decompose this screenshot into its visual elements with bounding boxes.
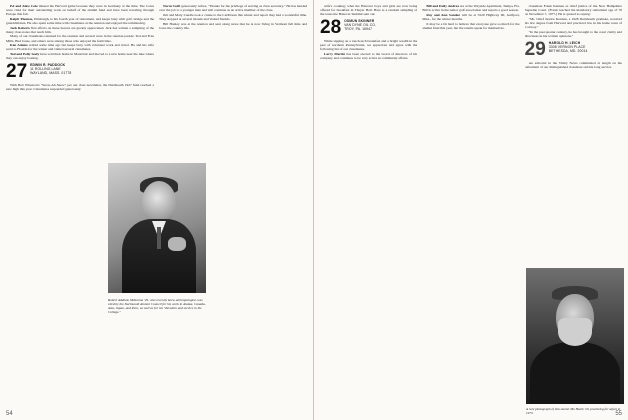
right-page [314,0,628,420]
paragraph: Bill Hanley was at the reunion and sent along news that he is now living in Vermont full time and loves the country life. [159,21,307,30]
class-1928-header [320,17,417,39]
page-number: 54 [6,411,13,417]
secretary-address-line-2: BETHESDA, MD. 20014 [548,48,588,53]
secretary-address-line-2: WAYLAND, MASS. 01778 [30,71,72,76]
paragraph: With Bob Wheaton's "Snow-Ab-Snow" per our class newsletter, the Dartmouth 1927 fund reached a new high this year. Classmates responded generously. [6,83,154,92]
photo-caption: Robert Addison McKenna '29, who recently knew anthropologist, was cited by the Dartmouth Alumni Council for his work in Alaska, Canada, Asia, Japan, and Peru, as well as for his "devotion and service to the College." [108,298,206,314]
secretary-name: EDWIN R. PADDOCK [30,63,66,68]
paragraph: Jack Roberts first efforts on these honors are greatly appreciated. Jack has written a sampling of the many class notes that reach him. [6,25,154,34]
photo-mo-heath [526,268,624,404]
class-year-number: 29 [524,38,546,60]
secretary-address-line-1: 3308 VERNON PLACE [548,44,586,49]
paragraph: It may be a bit hard to believe that everyone gave so much for the alumni fund this year, but the results speak for themselves. [422,21,520,30]
secretary-address-line-1: VAN DYNE OIL CO. [344,23,377,28]
class-secretary-info [30,63,71,75]
paragraph: Ted and Polly Seely have sold their home in Montclair and moved to a new home near the lake where they can enjoy boating. [6,52,154,61]
right-column-2 [422,4,519,406]
photo-caption: A rare photograph of lion-hunter Mo Heath '29, practicing for safari in 1973. [526,407,621,415]
paragraph: Norm Swift generously writes, "Thanks for the privilege of serving as class secretary." He has handed over the job to a younger man and will continue as an active member of the class. [159,4,307,13]
page-number: 55 [615,411,622,417]
class-secretary-info [549,41,588,53]
paragraph: Jim and Mary Caudle took a cruise to the Caribbean this winter and report they had a wonderful time. They stopped at several islands and visited friends. [159,12,307,21]
paragraph: "In the past quarter century, he has brought to the court clarity and directness in his written opinions." [524,29,622,38]
secretary-address-line-1: 11 ROLLING LANE [30,67,61,72]
paragraph: An editorial in the Valley News commented at length on the retirement of our distinguished classmate and his long service. [524,60,622,70]
class-year-number: 27 [6,61,28,83]
paragraph: wife's cooking; what the Hanover boys and girls are now being offered for breakfast in Thayer Hall. Here is a random sampling of the notes the Hanover Summit sent out. [320,4,418,17]
paragraph: Ed and Alice Cole missed the Harvard game because they were in Germany at the time. The Coles were cited for their outstanding work on behalf of the alumni fund and have been traveling through Europe this fall. [6,4,154,17]
secretary-name: HAROLD H. LEICH [548,40,581,45]
photo-robert-mckenna [108,163,206,293]
paragraph: "Mr. Chief Justice Kennan, a 1928 Dartmouth graduate, received his law degree from Harvard and practiced law in his home town of Conway." [524,16,622,30]
paragraph: classmate Frank Kennan as chief justice of the New Hampshire Supreme Court. (Frank reached the mandatory retirement age of 70 on November 7, 1977.) He is quoted as saying: [524,4,622,17]
class-1927-header [6,61,154,83]
paragraph: Ray and Ann Sandoz will be at 5520 Highway 90, Gulfport, Miss., for the winter months. [422,12,520,21]
right-column-1 [320,4,417,406]
secretary-name: OSMUN SKINNER [344,19,375,24]
paragraph: While sipping on a touch-tech breakfast and a bright wealth in the past of northern Pennsylvania, we appreciate and agree with the following list of our classmates. [320,39,418,52]
secretary-address-line-2: TROY, PA. 16947 [344,27,373,32]
class-1929-header [524,38,622,60]
paragraph: Ralph Thomas, Pittsburgh, is his fourth year of retirement, and keeps busy with golf, bridge and the grandchildren. He also spent some time with classmates at the reunion and enjoyed the reminiscing. [6,16,154,25]
paragraph: Many of our classmates returned for the reunion and several were in the reunion parade. Ted and Fran Mills, Bud Jones, and others were among those who enjoyed the festivities. [6,34,154,43]
paragraph: Bill and Dolly Andrea are at the Wayside Apartment, Tampa, Fla. Bill is active in the senior golf association and reports a good season. [422,4,520,13]
paragraph: Ken Adams retired some time ago but keeps busy with volunteer work and travel. He and his wife went to Florida for the winter and visited several classmates. [6,43,154,52]
class-secretary-info [344,19,376,31]
class-year-number: 28 [320,17,342,39]
paragraph: Larry Martin has been elected to the board of directors of his company and continues to be very active in community affairs. [320,52,418,61]
